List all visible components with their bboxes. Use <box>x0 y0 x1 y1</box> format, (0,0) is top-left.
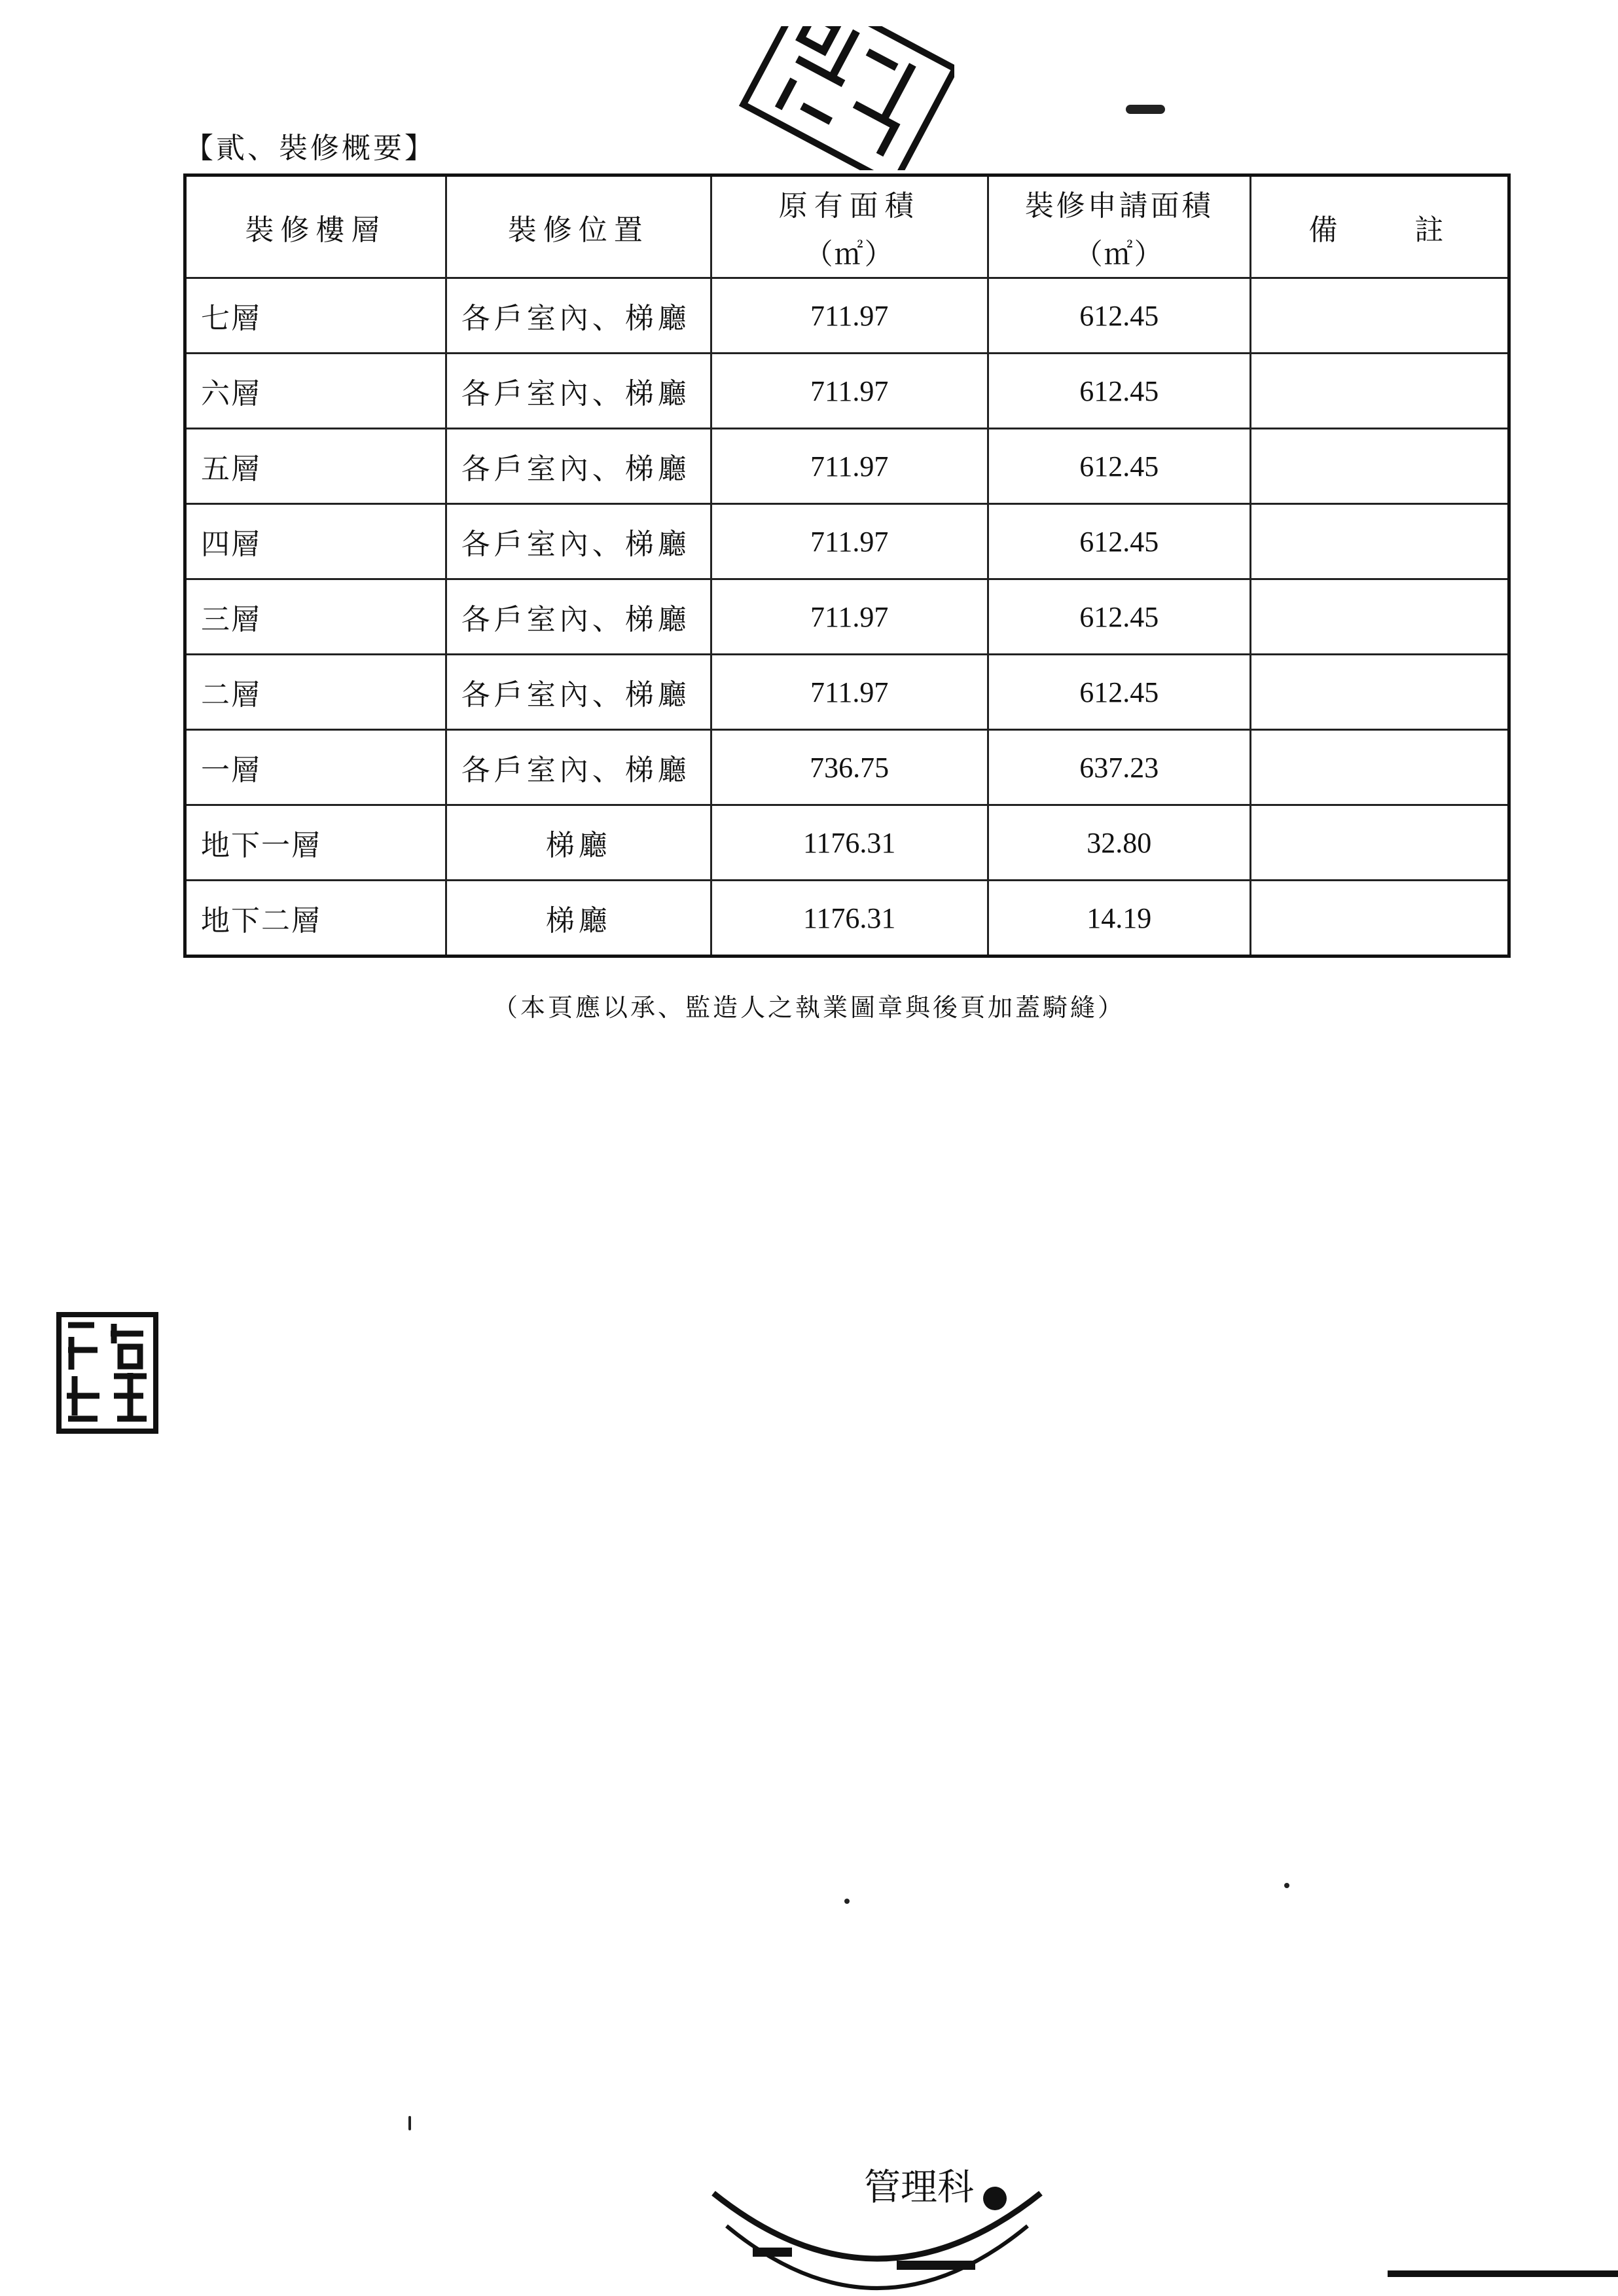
seal-stamp-bottom <box>700 2154 1054 2296</box>
cell-applied-area: 612.45 <box>988 579 1250 655</box>
cell-remarks <box>1250 429 1509 504</box>
cell-floor: 七層 <box>185 278 446 354</box>
cell-location: 各戶室內、梯廳 <box>446 579 711 655</box>
cell-location: 各戶室內、梯廳 <box>446 354 711 429</box>
cell-applied-area: 612.45 <box>988 278 1250 354</box>
cell-original-area: 1176.31 <box>711 805 988 881</box>
table-row <box>185 429 1509 504</box>
footnote: （本頁應以承、監造人之執業圖章與後頁加蓋騎縫） <box>492 993 1125 1022</box>
cell-remarks <box>1250 805 1509 881</box>
cell-remarks <box>1250 278 1509 354</box>
section-title: 【貳、裝修概要】 <box>185 132 436 165</box>
scan-speck <box>1126 105 1165 114</box>
seal-bottom-text: 管理科 <box>864 2166 974 2209</box>
cell-floor: 地下一層 <box>185 805 446 881</box>
cell-location: 各戶室內、梯廳 <box>446 504 711 579</box>
header-applied-area-label: 裝修申請面積 <box>1024 189 1214 223</box>
header-original-area-unit: （㎡） <box>804 237 895 271</box>
cell-original-area: 711.97 <box>711 504 988 579</box>
cell-remarks <box>1250 655 1509 730</box>
table-row <box>185 504 1509 579</box>
cell-location: 梯廳 <box>446 805 711 881</box>
table-row <box>185 278 1509 354</box>
header-original-area <box>711 175 988 278</box>
scan-speck <box>844 1899 850 1904</box>
cell-floor: 地下二層 <box>185 881 446 957</box>
cell-floor: 一層 <box>185 730 446 805</box>
cell-original-area: 711.97 <box>711 579 988 655</box>
cell-remarks <box>1250 579 1509 655</box>
table-row <box>185 730 1509 805</box>
cell-remarks <box>1250 354 1509 429</box>
cell-location: 梯廳 <box>446 881 711 957</box>
cell-location: 各戶室內、梯廳 <box>446 730 711 805</box>
scan-speck <box>408 2116 411 2130</box>
cell-floor: 四層 <box>185 504 446 579</box>
cell-location: 各戶室內、梯廳 <box>446 278 711 354</box>
table-header-row <box>185 175 1509 278</box>
cell-remarks <box>1250 504 1509 579</box>
cell-floor: 六層 <box>185 354 446 429</box>
header-floor: 裝修樓層 <box>185 175 446 278</box>
table-row <box>185 579 1509 655</box>
cell-floor: 二層 <box>185 655 446 730</box>
cell-applied-area: 637.23 <box>988 730 1250 805</box>
cell-applied-area: 612.45 <box>988 655 1250 730</box>
cell-original-area: 711.97 <box>711 429 988 504</box>
cell-original-area: 736.75 <box>711 730 988 805</box>
cell-original-area: 711.97 <box>711 278 988 354</box>
header-remarks: 備 註 <box>1250 175 1509 278</box>
cell-applied-area: 612.45 <box>988 354 1250 429</box>
cell-applied-area: 612.45 <box>988 504 1250 579</box>
table-row <box>185 805 1509 881</box>
cell-applied-area: 14.19 <box>988 881 1250 957</box>
cell-original-area: 1176.31 <box>711 881 988 957</box>
table-row <box>185 354 1509 429</box>
renovation-summary-table <box>183 173 1511 958</box>
table-row <box>185 881 1509 957</box>
header-applied-area <box>988 175 1250 278</box>
table-row <box>185 655 1509 730</box>
scan-speck <box>1284 1883 1289 1888</box>
cell-applied-area: 32.80 <box>988 805 1250 881</box>
cell-original-area: 711.97 <box>711 655 988 730</box>
cell-location: 各戶室內、梯廳 <box>446 655 711 730</box>
cell-location: 各戶室內、梯廳 <box>446 429 711 504</box>
header-original-area-label: 原有面積 <box>778 189 920 223</box>
cell-floor: 三層 <box>185 579 446 655</box>
scan-edge-mark <box>1388 2270 1618 2277</box>
cell-remarks <box>1250 730 1509 805</box>
cell-floor: 五層 <box>185 429 446 504</box>
seal-stamp-left <box>55 1311 160 1435</box>
cell-remarks <box>1250 881 1509 957</box>
seal-stamp-top <box>732 26 954 170</box>
cell-applied-area: 612.45 <box>988 429 1250 504</box>
header-location: 裝修位置 <box>446 175 711 278</box>
header-applied-area-unit: （㎡） <box>1073 237 1164 271</box>
cell-original-area: 711.97 <box>711 354 988 429</box>
